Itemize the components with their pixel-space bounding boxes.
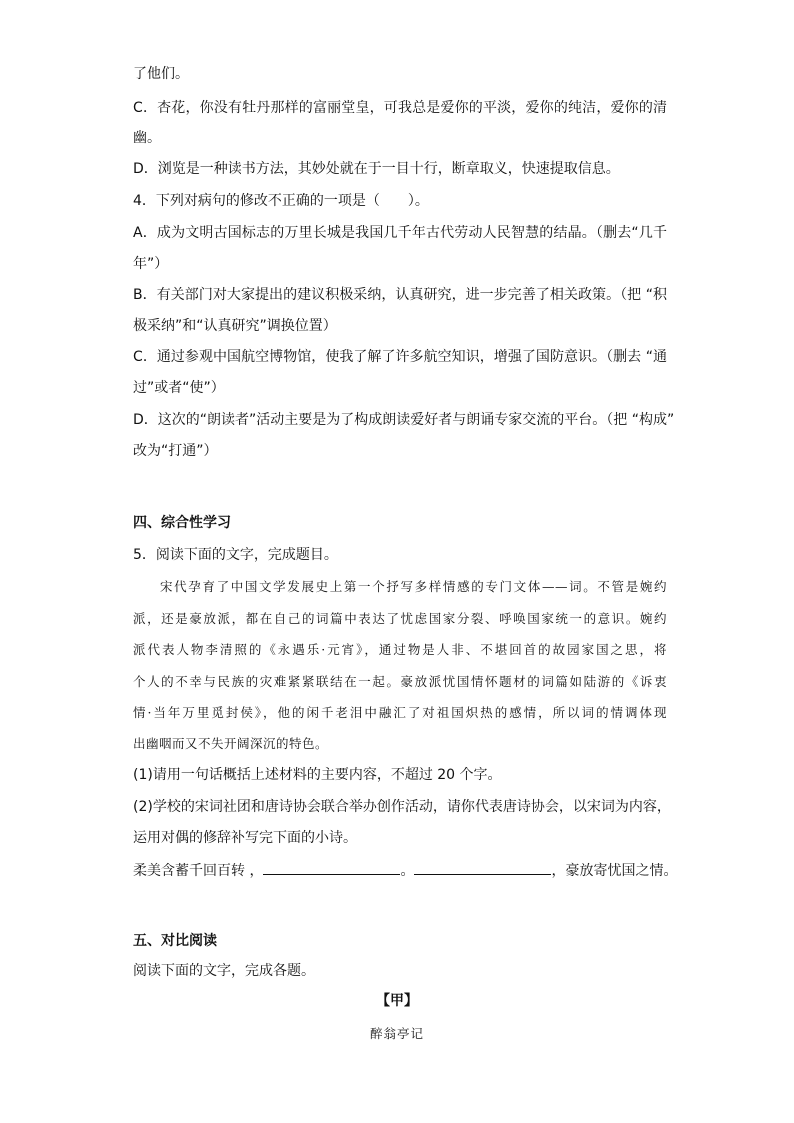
sub-question-1: (1)请用一句话概括上述材料的主要内容，不超过 20 个字。 <box>133 767 502 783</box>
passage-label: 【甲】 <box>376 993 418 1009</box>
text-line: 改为“打通”） <box>133 443 218 459</box>
passage-line: 宋代孕育了中国文学发展史上第一个抒写多样情感的专门文体——词。不管是婉约 <box>160 579 667 594</box>
option-c: C．杏花，你没有牡丹那样的富丽堂皇，可我总是爱你的平淡，爱你的纯洁，爱你的清 <box>133 100 667 116</box>
text-line: 极采纳”和“认真研究”调换位置） <box>133 318 337 334</box>
sub-question-2: (2)学校的宋词社团和唐诗协会联合举办创作活动，请你代表唐诗协会，以宋词为内容， <box>133 799 671 815</box>
poem-start: 柔美含蓄千回百转 ， <box>133 863 264 879</box>
passage-line: 派代表人物李清照的《永遇乐·元宵》，通过物是人非、不堪回首的故园家国之思，将 <box>133 642 667 657</box>
passage-title: 醉翁亭记 <box>369 1026 424 1041</box>
question-4: 4．下列对病句的修改不正确的一项是（ ）。 <box>133 193 429 209</box>
option-c: C．通过参观中国航空博物馆，使我了解了许多航空知识，增强了国防意识。（删去 “通 <box>133 349 667 365</box>
poem-line <box>133 859 677 881</box>
passage-line: 情·当年万里觅封侯》，他的闲千老泪中融汇了对祖国炽热的感情，所以词的情调体现 <box>133 705 667 720</box>
passage-line: 派，还是豪放派，都在自己的词篇中表达了忧虑国家分裂、呼唤国家统一的意识。婉约 <box>133 611 667 626</box>
question-5: 5．阅读下面的文字，完成题目。 <box>133 547 338 563</box>
answer-blank[interactable] <box>414 859 551 875</box>
poem-end: ，豪放寄忧国之情。 <box>551 863 678 879</box>
section-heading: 四、综合性学习 <box>133 515 231 531</box>
text-line: 了他们。 <box>133 66 189 82</box>
poem-mid: 。 <box>400 863 415 879</box>
option-d: D．这次的“朗读者”活动主要是为了构成朗读爱好者与朗诵专家交流的平台。（把 “构成” <box>133 412 675 428</box>
text-line: 年”） <box>133 256 169 272</box>
passage-line: 出幽咽而又不失开阔深沉的特色。 <box>133 736 329 751</box>
text-line: 幽。 <box>133 130 161 146</box>
option-b: B．有关部门对大家提出的建议积极采纳，认真研究，进一步完善了相关政策。（把 “积 <box>133 287 667 303</box>
text-line: 过”或者“使”） <box>133 380 225 396</box>
option-a: A．成为文明古国标志的万里长城是我国几千年古代劳动人民智慧的结晶。（删去“几千 <box>133 225 667 241</box>
section-intro: 阅读下面的文字，完成各题。 <box>133 963 315 979</box>
section-heading: 五、对比阅读 <box>133 933 217 949</box>
answer-blank[interactable] <box>263 859 400 875</box>
text-line: 运用对偶的修辞补写完下面的小诗。 <box>133 830 357 846</box>
passage-line: 个人的不幸与民族的灾难紧紧联结在一起。豪放派忧国情怀题材的词篇如陆游的《诉衷 <box>133 674 667 689</box>
option-d: D．浏览是一种读书方法，其妙处就在于一目十行，断章取义，快速提取信息。 <box>133 161 620 177</box>
